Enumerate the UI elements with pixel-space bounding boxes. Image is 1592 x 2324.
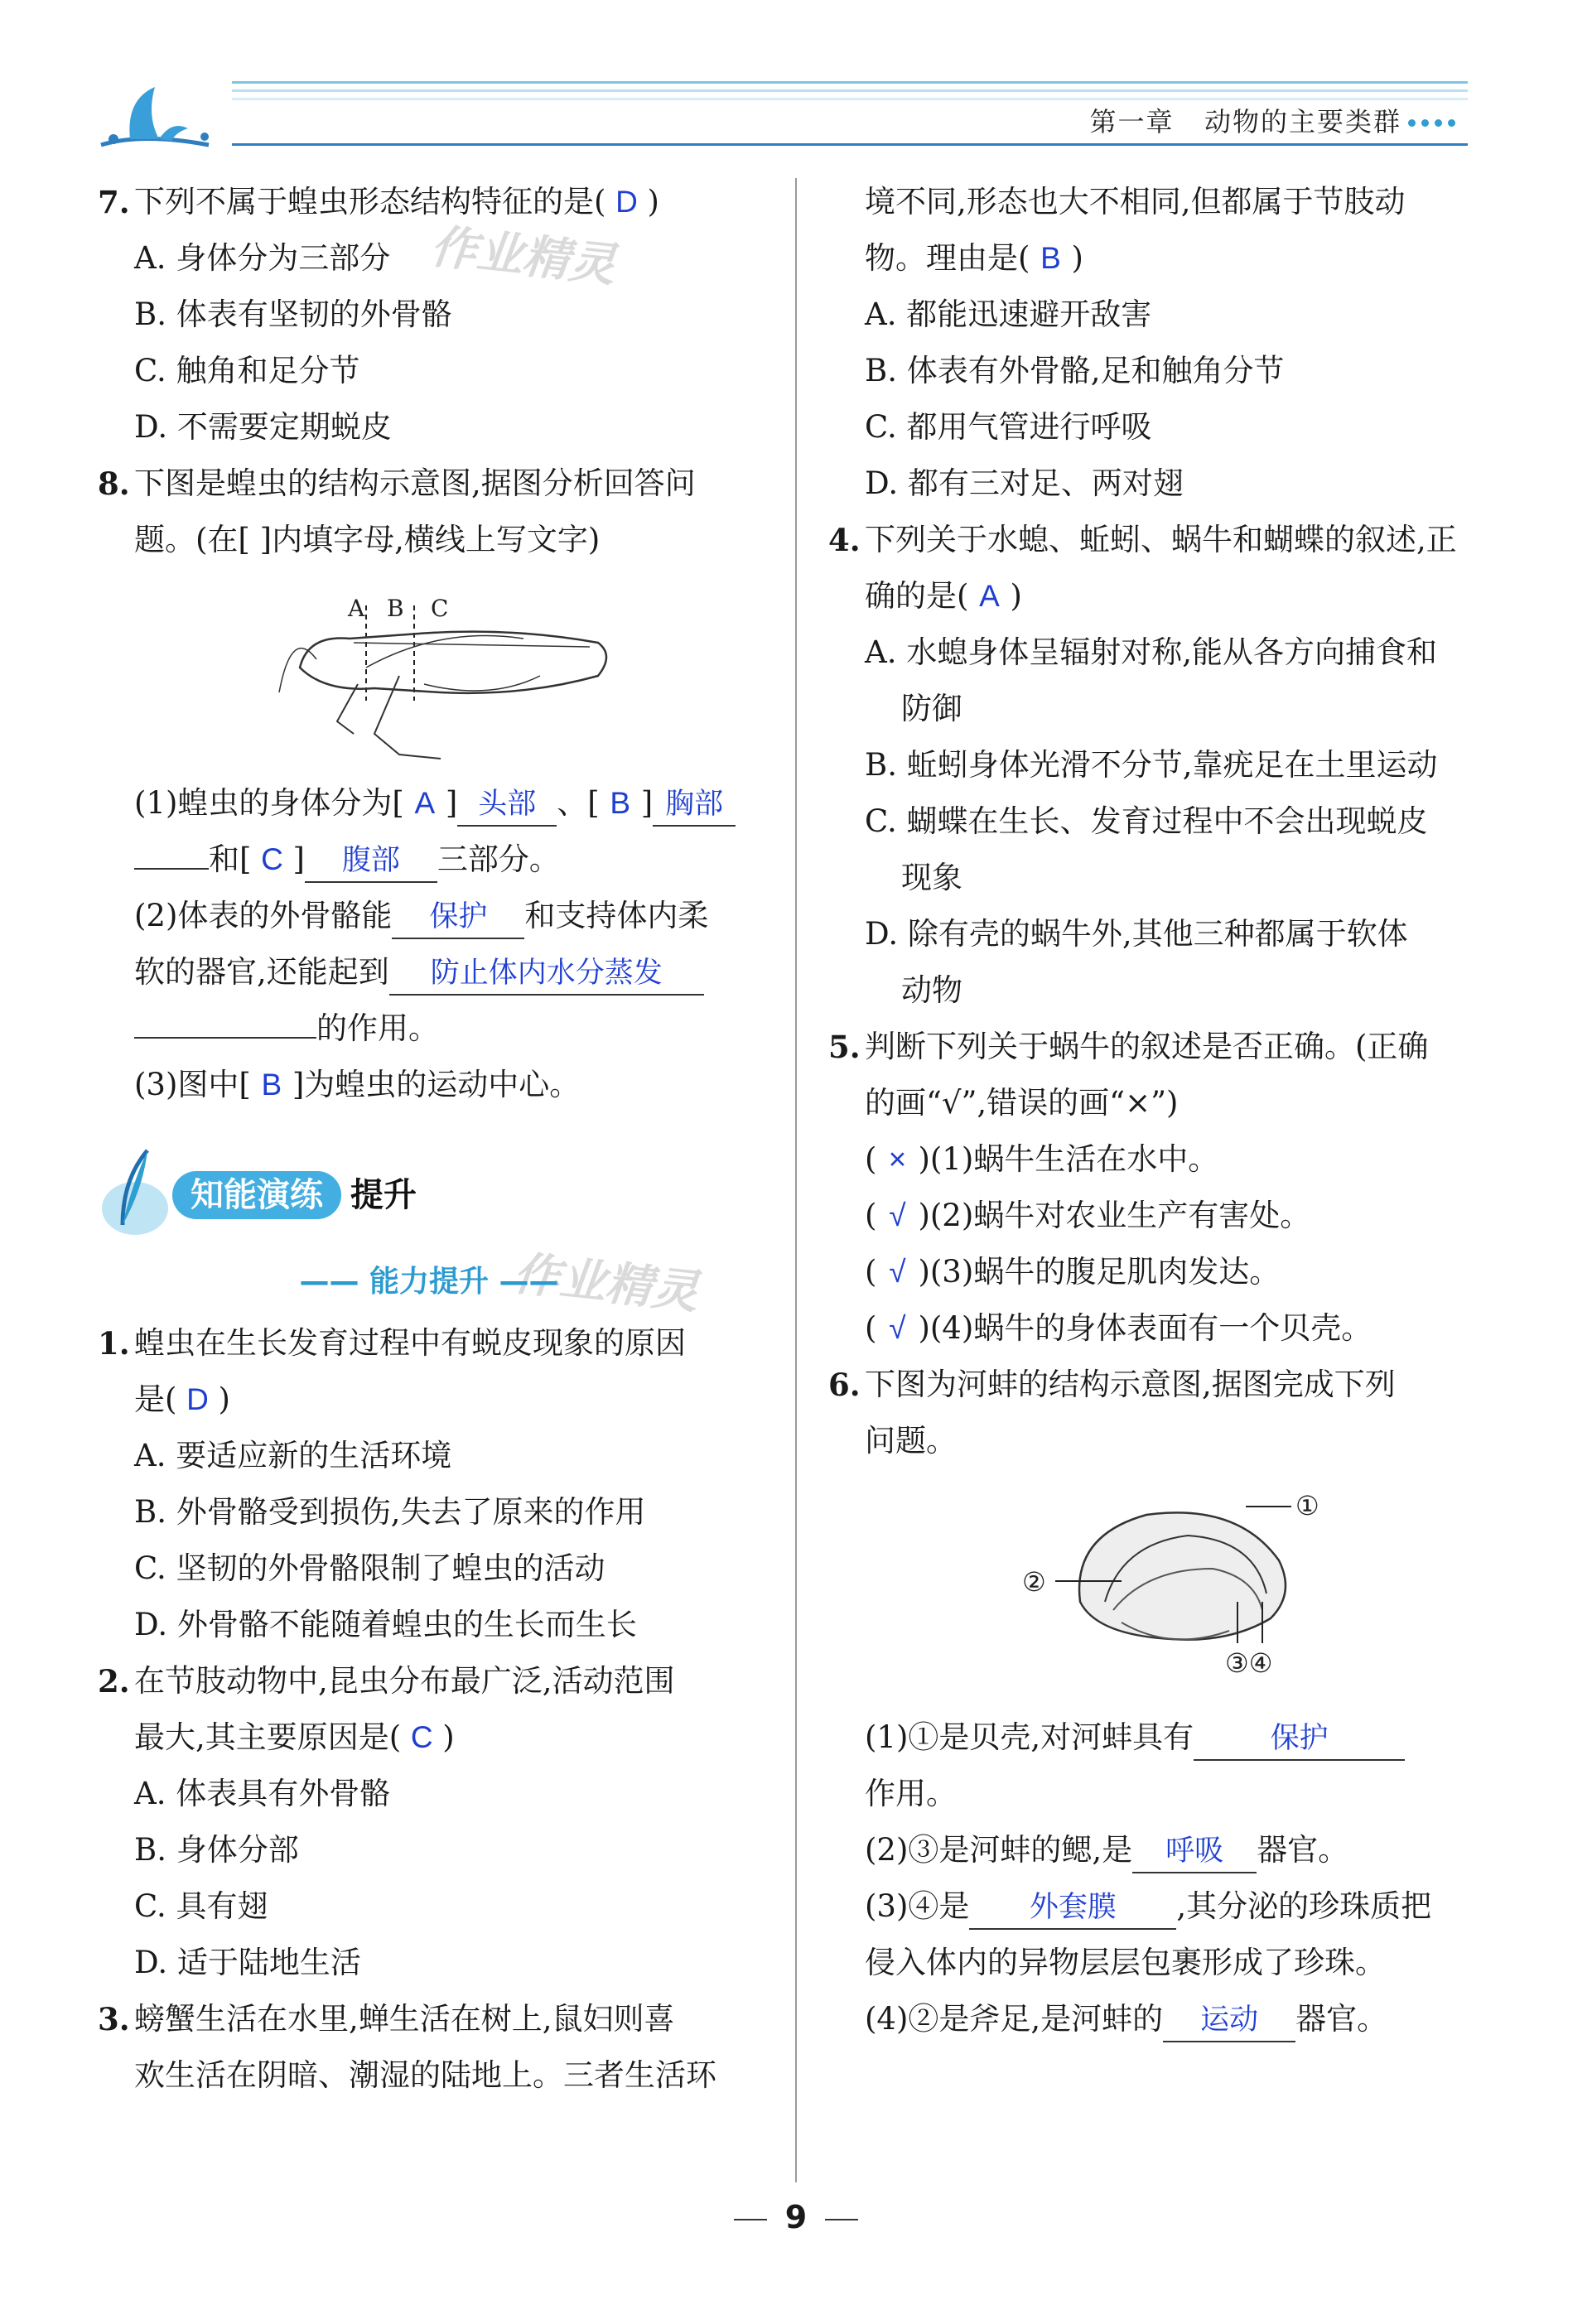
answer-blank: 胸部	[653, 784, 736, 827]
option: 防御	[901, 691, 962, 726]
question-5: 5. 判断下列关于蜗牛的叙述是否正确。(正确 的画“√”,错误的画“×”) ( × )(1)蜗牛生活在水中。 ( √ )(2)蜗牛对农业生产有害处。 ( √ )(3)蜗牛的腹足肌肉发达。 ( √ )(4)蜗牛的身体表面有一个贝壳。	[828, 1019, 1495, 1357]
label-2: ②	[1022, 1566, 1046, 1598]
sub-question-4: (4)②是斧足,是河蚌的 运动 器官。	[865, 1991, 1495, 2047]
label-A: A	[348, 595, 365, 622]
answer-blank	[134, 868, 209, 870]
option: A. 要适应新的生活环境	[134, 1438, 452, 1473]
answer: D	[186, 1382, 209, 1416]
answer-blank: 防止体内水分蒸发	[389, 952, 704, 996]
question-2: 2. 在节肢动物中,昆虫分布最广泛,活动范围 最大,其主要原因是( C ) A. 体表具有外骨骼 B. 身体分部 C. 具有翅 D. 适于陆地生活	[98, 1653, 760, 1991]
option: 现象	[901, 860, 962, 895]
sub-question-2: (2)体表的外骨骼能 保护 和支持体内柔	[134, 888, 760, 944]
answer-blank: 外套膜	[969, 1887, 1176, 1930]
option: D. 除有壳的蜗牛外,其他三种都属于软体	[865, 916, 1408, 952]
option: B. 身体分部	[134, 1832, 299, 1868]
judgement-item: ( √ )(4)蜗牛的身体表面有一个贝壳。	[865, 1310, 1372, 1346]
watermark: 作业精灵	[510, 1246, 702, 1320]
question-3: 3. 螃蟹生活在水里,蝉生活在树上,鼠妇则喜 欢生活在阴暗、潮湿的陆地上。三者生活环	[98, 2001, 716, 2093]
option: D. 适于陆地生活	[134, 1945, 361, 1980]
grasshopper-figure	[134, 576, 760, 767]
sub-question-3: (3)图中[ B ]为蝗虫的运动中心。	[134, 1067, 581, 1102]
label-1: ①	[1295, 1490, 1319, 1521]
option: B. 蚯蚓身体光滑不分节,靠疣足在土里运动	[865, 747, 1438, 783]
option: B. 外骨骼受到损伤,失去了原来的作用	[134, 1494, 646, 1530]
option: C. 都用气管进行呼吸	[865, 409, 1152, 445]
answer: C	[410, 1720, 433, 1754]
right-column	[828, 174, 1495, 2047]
option: D. 都有三对足、两对翅	[865, 465, 1184, 501]
option: A. 都能迅速避开敌害	[865, 297, 1152, 332]
answer: A	[979, 579, 1000, 613]
question-7: 7. 下列不属于蝗虫形态结构特征的是( D ) A. 身体分为三部分 B. 体表有坚韧的外骨骼 C. 触角和足分节 D. 不需要定期蜕皮	[98, 174, 760, 456]
option: 动物	[901, 972, 962, 1008]
mussel-diagram-icon	[1022, 1478, 1387, 1693]
answer-blank: 头部	[457, 784, 557, 827]
question-4: 4. 下列关于水螅、蚯蚓、蜗牛和蝴蝶的叙述,正 确的是( A ) A. 水螅身体呈辐射对称,能从各方向捕食和 防御 B. 蚯蚓身体光滑不分节,靠疣足在土里运动 C. 蝴蝶在生长、发育过程中不会出现蜕皮 现象 D. 除有壳的蜗牛外,其他三种都属于软体 动物	[828, 512, 1495, 1019]
section-badge: 知能演练 提升	[98, 1146, 760, 1246]
question-8: 8. 下图是蝗虫的结构示意图,据图分析回答问 题。(在[ ]内填字母,横线上写文字) A B C (1)蝗虫的身体分为[ A ] 头部 、[ B ] 胸部 和[ C ] 腹部 三部分。 (2)体表的外骨骼能 保护 和支持体内柔 软的器官,还能起到 防止体内水分蒸发 的作用。 (3)图中[ B ]为蝗虫的运动中心。	[98, 456, 760, 1113]
answer-blank: 呼吸	[1132, 1830, 1257, 1873]
answer: D	[615, 185, 638, 219]
option: A. 水螅身体呈辐射对称,能从各方向捕食和	[865, 634, 1438, 670]
answer-blank: 腹部	[305, 840, 437, 883]
option: C. 坚韧的外骨骼限制了蝗虫的活动	[134, 1550, 605, 1586]
option: C. 具有翅	[134, 1888, 268, 1924]
judgement-item: ( × )(1)蜗牛生活在水中。	[865, 1141, 1219, 1177]
sub-question-1: (1)①是贝壳,对河蚌具有 保护	[865, 1709, 1495, 1766]
option: D. 不需要定期蜕皮	[134, 409, 392, 445]
answer: B	[1040, 241, 1061, 275]
answer-blank: 保护	[1194, 1718, 1405, 1761]
judgement-item: ( √ )(3)蜗牛的腹足肌肉发达。	[865, 1254, 1281, 1290]
option: A. 体表具有外骨骼	[134, 1776, 391, 1811]
mussel-figure	[865, 1478, 1495, 1701]
option: C. 蝴蝶在生长、发育过程中不会出现蜕皮	[865, 803, 1428, 839]
judgement-item: ( √ )(2)蜗牛对农业生产有害处。	[865, 1198, 1311, 1233]
option: B. 体表有坚韧的外骨骼	[134, 297, 452, 332]
label-3-4: ③④	[1225, 1647, 1273, 1679]
option: B. 体表有外骨骼,足和触角分节	[865, 353, 1285, 388]
question-1: 1. 蝗虫在生长发育过程中有蜕皮现象的原因 是( D ) A. 要适应新的生活环境 B. 外骨骼受到损伤,失去了原来的作用 C. 坚韧的外骨骼限制了蝗虫的活动 D. 外骨骼不能随着蝗虫的生长而生长	[98, 1315, 760, 1653]
chapter-title: 第一章 动物的主要类群	[1089, 106, 1401, 137]
option: A. 身体分为三部分	[134, 240, 391, 276]
column-divider	[795, 178, 797, 2182]
chapter-logo-icon	[93, 83, 217, 149]
question-6: 6. 下图为河蚌的结构示意图,据图完成下列 问题。 ① ② ③④ (1)①是贝壳,对河蚌具有 保护 作用。 (2)③是河蚌的鳃,是 呼吸 器官。 (3)④是 外套膜 ,其分泌的珍珠质把 侵入体内的异物层层包裹形成了珍珠。 (4)②是斧足,是河蚌的 运动 器官。	[828, 1357, 1495, 2047]
answer-blank: 运动	[1163, 1999, 1295, 2042]
page-number: 9	[0, 2199, 1592, 2235]
answer-blank	[134, 1037, 316, 1039]
section-subtitle: —— 能力提升 ——	[299, 1265, 559, 1299]
sub-question-2: (2)③是河蚌的鳃,是 呼吸 器官。	[865, 1822, 1495, 1878]
label-B: B	[387, 595, 404, 622]
sub-question-3: (3)④是 外套膜 ,其分泌的珍珠质把	[865, 1878, 1495, 1935]
feather-icon	[98, 1146, 172, 1237]
label-C: C	[431, 595, 449, 622]
answer-blank: 保护	[392, 896, 524, 939]
sub-question-1: (1)蝗虫的身体分为[ A ] 头部 、[ B ] 胸部	[134, 775, 760, 832]
option: C. 触角和足分节	[134, 353, 360, 388]
watermark: 作业精灵	[427, 219, 619, 293]
left-column	[98, 174, 760, 2104]
header-dots	[1402, 114, 1455, 130]
grasshopper-diagram-icon	[275, 576, 639, 767]
option: D. 外骨骼不能随着蝗虫的生长而生长	[134, 1607, 637, 1642]
question-3-continued: 境不同,形态也大不相同,但都属于节肢动 物。理由是( B ) A. 都能迅速避开敌害 B. 体表有外骨骼,足和触角分节 C. 都用气管进行呼吸 D. 都有三对足、两对翅	[828, 174, 1495, 512]
